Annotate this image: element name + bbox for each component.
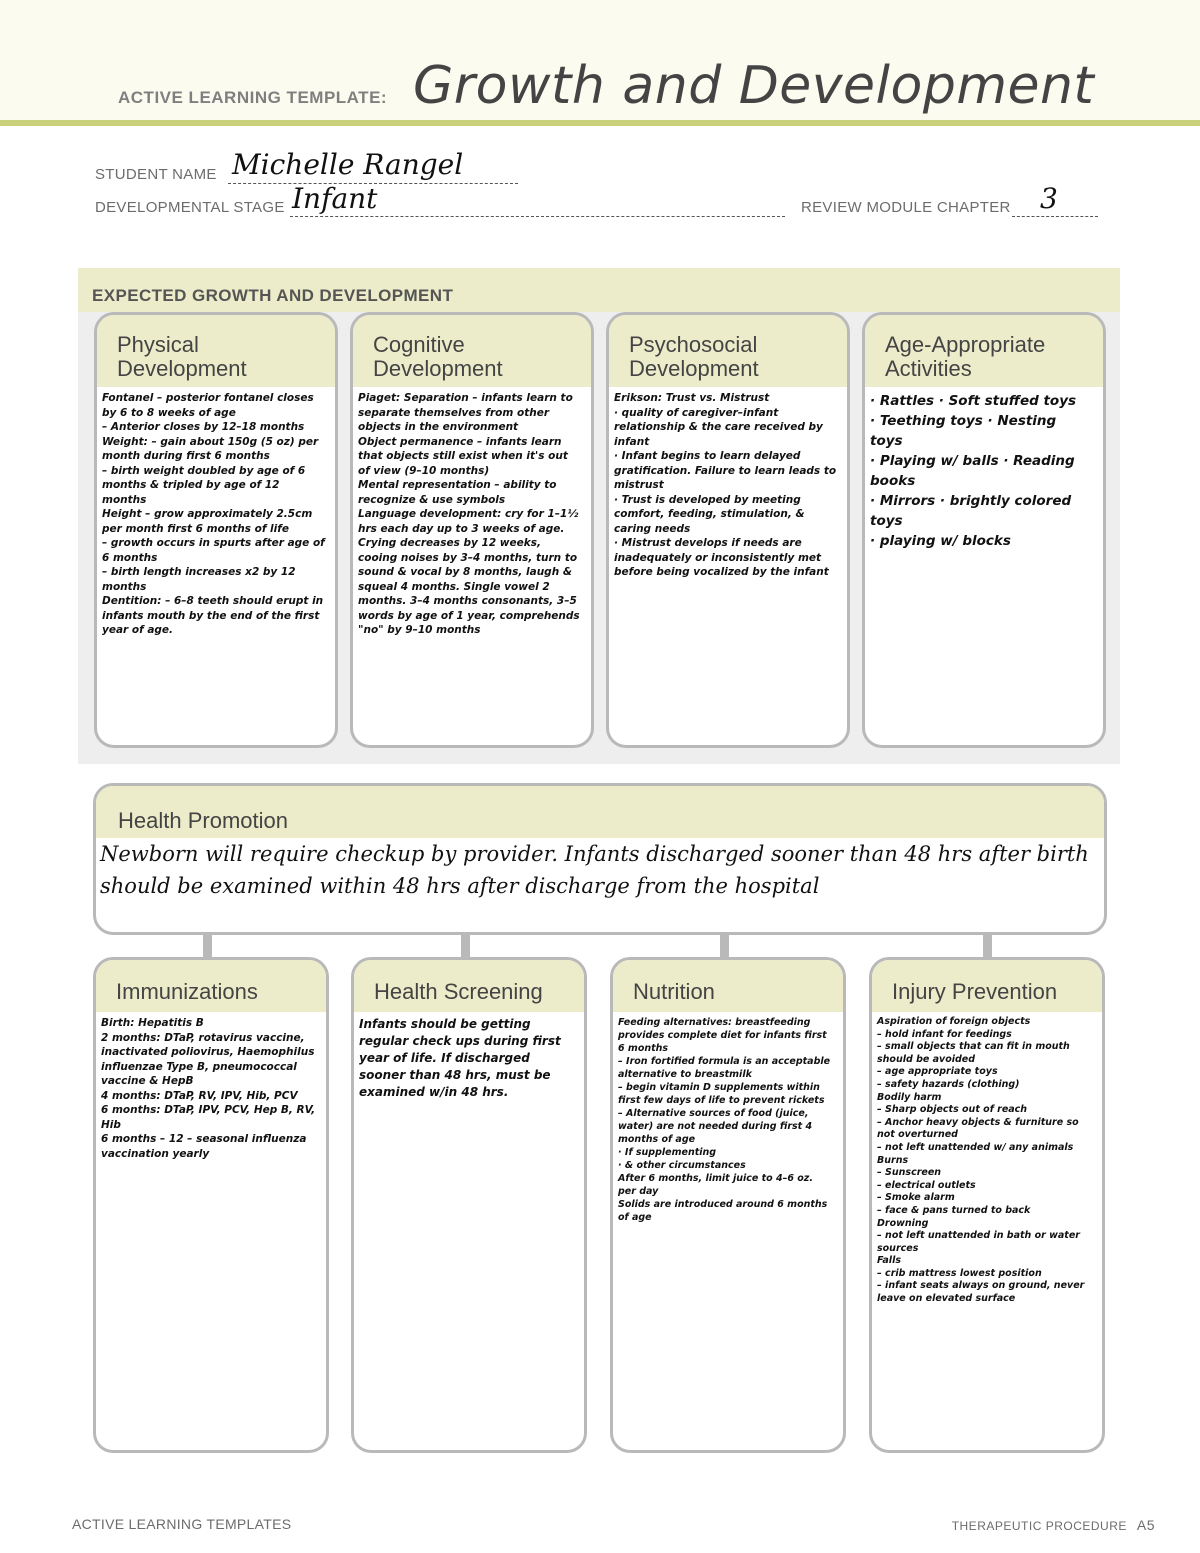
card-header — [353, 315, 591, 387]
footer-section-label: THERAPEUTIC PROCEDURE — [951, 1519, 1127, 1533]
card-header — [613, 960, 843, 1012]
immunizations-text: Birth: Hepatitis B 2 months: DTaP, rotavirus vaccine, inactivated poliovirus, Haemophilus influenzae Type B, pneumococcal vaccine & HepB 4 months: DTaP, RV, IPV, Hib, PCV 6 months: DTaP, IPV, PCV, Hep B, RV, Hib 6 months – 12 – seasonal influenza vaccination yearly — [101, 1017, 316, 1160]
card-body[interactable] — [356, 387, 585, 737]
card-body[interactable] — [616, 1012, 837, 1442]
card-title: Physical Development — [117, 332, 247, 381]
injury-prevention-text: Aspiration of foreign objects – hold infant for feedings – small objects that can fit in mouth should be avoided – age appropriate toys – safety hazards (clothing) Bodily harm – Sharp objects out of reach – Anchor heavy objects & furniture so not overturned – not left unattended w/ any animals Burns – Sunscreen – electrical outlets – Smoke alarm – face & pans turned to back Drowning – not left unattended in bath or water sources Falls – crib mattress lowest position – infant seats always on ground, never leave on elevated surface — [877, 1016, 1085, 1305]
expected-growth-panel — [78, 268, 1120, 764]
card-body[interactable] — [357, 1012, 578, 1442]
physical-development-card — [94, 312, 338, 748]
connector — [461, 935, 470, 957]
template-label: ACTIVE LEARNING TEMPLATE: — [118, 88, 388, 107]
card-title: Cognitive Development — [373, 332, 503, 381]
age-appropriate-activities-card — [862, 312, 1106, 748]
review-module-value[interactable]: 3 — [1040, 182, 1058, 215]
footer-left-label: ACTIVE LEARNING TEMPLATES — [72, 1516, 292, 1532]
health-promotion-title: Health Promotion — [118, 808, 288, 833]
nutrition-card — [610, 957, 846, 1453]
student-name-value[interactable]: Michelle Rangel — [232, 148, 464, 181]
connector — [203, 935, 212, 957]
psychosocial-development-text: Erikson: Trust vs. Mistrust · quality of caregiver–infant relationship & the care received by infant · Infant begins to learn delayed gratification. Failure to learn leads to mistrust · Trust is developed by meeting comfort, feeding, stimulation, & caring needs · Mistrust develops if needs are inadequately or inconsistently met before being vocalized by the infant — [614, 392, 837, 578]
physical-development-text: Fontanel – posterior fontanel closes by 6 to 8 weeks of age – Anterior closes by 12–18 months Weight: – gain about 150g (5 oz) per month during first 6 months – birth weight doubled by age of 6 months & tripled by age of 12 months Height – grow approximately 2.5cm per month first 6 months of life – growth occurs in spurts after age of 6 months – birth length increases x2 by 12 months Dentition: – 6–8 teeth should erupt in infants mouth by the end of the first year of age. — [102, 392, 325, 636]
card-header — [609, 315, 847, 387]
connector — [983, 935, 992, 957]
connector — [720, 935, 729, 957]
card-header — [865, 315, 1103, 387]
card-header — [96, 960, 326, 1012]
card-body[interactable] — [868, 387, 1097, 737]
cognitive-development-text: Piaget: Separation – infants learn to separate themselves from other objects in the environment Object permanence – infants learn that objects still exist when it's out of view (9–10 months) Mental representation – ability to recognize & use symbols Language development: cry for 1–1½ hrs each day up to 3 weeks of age. Crying decreases by 12 weeks, cooing noises by 3–4 months, turn to sound & vocal by 8 months, laugh & squeal 4 months. Single vowel 2 months. 3–4 months consonants, 3–5 words by age of 1 year, comprehends "no" by 9–10 months — [358, 392, 580, 636]
age-appropriate-activities-text: · Rattles · Soft stuffed toys · Teething toys · Nesting toys · Playing w/ balls · Reading books · Mirrors · brightly colored toys · playing w/ blocks — [870, 393, 1077, 549]
developmental-stage-label: DEVELOPMENTAL STAGE — [95, 199, 285, 216]
footer-right — [952, 1517, 1155, 1533]
card-title: Age-Appropriate Activities — [885, 332, 1046, 381]
expected-growth-title: EXPECTED GROWTH AND DEVELOPMENT — [92, 286, 454, 305]
card-title: Injury Prevention — [892, 979, 1058, 1004]
card-body[interactable] — [99, 1012, 320, 1442]
header-divider — [0, 120, 1200, 126]
card-body[interactable] — [100, 387, 329, 737]
student-name-label: STUDENT NAME — [95, 166, 217, 183]
card-header — [872, 960, 1102, 1012]
health-promotion-header — [96, 786, 1104, 838]
card-title: Psychosocial Development — [629, 332, 759, 381]
developmental-stage-value[interactable]: Infant — [292, 182, 378, 215]
card-header — [354, 960, 584, 1012]
footer-page-number: A5 — [1136, 1517, 1155, 1533]
cognitive-development-card — [350, 312, 594, 748]
nutrition-text: Feeding alternatives: breastfeeding provides complete diet for infants first 6 months – Iron fortified formula is an acceptable alternative to breastmilk – begin vitamin D supplements within first few days of life to prevent rickets – Alternative sources of food (juice, water) are not needed during first 4 months of age · If supplementing · & other circumstances After 6 months, limit juice to 4–6 oz. per day Solids are introduced around 6 months of age — [618, 1017, 831, 1223]
health-screening-card — [351, 957, 587, 1453]
health-screening-text: Infants should be getting regular check ups during first year of life. If discharged sooner than 48 hrs, must be examined w/in 48 hrs. — [359, 1017, 561, 1099]
card-header — [97, 315, 335, 387]
card-title: Immunizations — [116, 979, 258, 1004]
psychosocial-development-card — [606, 312, 850, 748]
review-module-label: REVIEW MODULE CHAPTER — [801, 199, 1011, 216]
card-body[interactable] — [875, 1012, 1096, 1442]
card-body[interactable] — [612, 387, 841, 737]
injury-prevention-card — [869, 957, 1105, 1453]
health-promotion-box — [93, 783, 1107, 935]
card-title: Health Screening — [374, 979, 543, 1004]
page-title: Growth and Development — [413, 56, 1095, 116]
health-promotion-text[interactable]: Newborn will require checkup by provider. Infants discharged sooner than 48 hrs after birth should be examined within 48 hrs after discharge from the hospital — [100, 842, 1089, 898]
immunizations-card — [93, 957, 329, 1453]
expected-growth-header — [78, 268, 1120, 312]
card-title: Nutrition — [633, 979, 715, 1004]
